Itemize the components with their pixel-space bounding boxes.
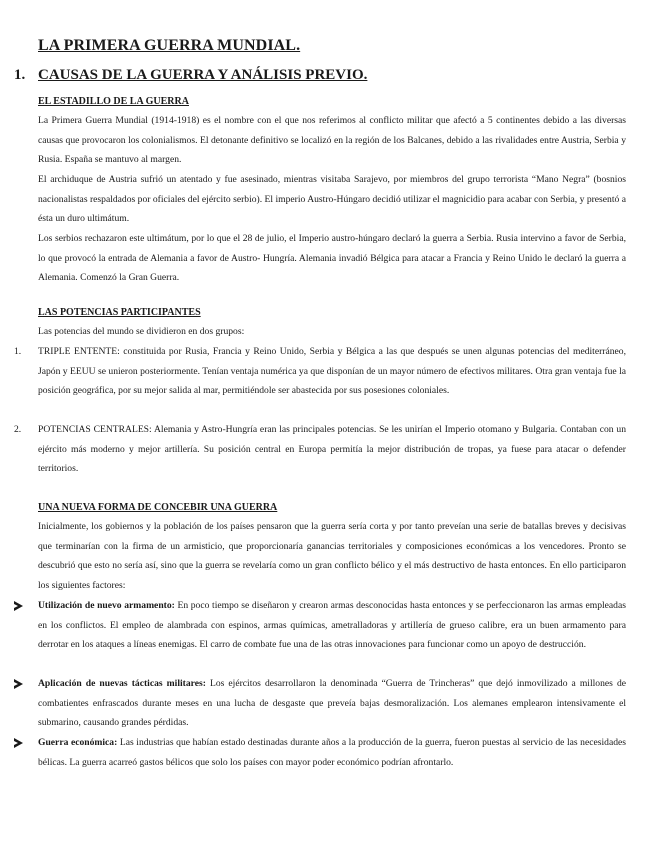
factor-label: Guerra económica: xyxy=(38,737,118,748)
nueva-forma-intro: Inicialmente, los gobiernos y la población de los países pensaron que la guerra sería corta y por tanto preveían una serie de batallas breves y decisivas que terminarían con la firma de un armisticio, que proporcionaría ganancias territoriales y composiciones económicas a los vencedores. Pronto se descubrió que esto no sería así, sino que la guerra se revelaría como un gran conflicto bélico y el más destructivo de hasta entonces. En ello participaron los siguientes factores: xyxy=(38,521,626,591)
nueva-forma-heading: UNA NUEVA FORMA DE CONCEBIR UNA GUERRA xyxy=(38,502,278,513)
section-heading xyxy=(14,67,367,84)
document-title: LA PRIMERA GUERRA MUNDIAL. xyxy=(38,37,301,54)
estallido-paragraph-3: Los serbios rechazaron este ultimátum, por lo que el 28 de julio, el Imperio austro-húngaro declaró la guerra a Serbia. Rusia intervino a favor de Serbia, lo que provocó la entrada de Alemania a favor de Austro- Hungría. Alemania invadió Bélgica para atacar a Francia y Reino Unido le declaró la guerra a Alemania. Comenzó la Gran Guerra. xyxy=(38,233,626,284)
section-number: 1. xyxy=(14,67,26,83)
list-number: 2. xyxy=(14,424,22,435)
list-item-text: TRIPLE ENTENTE: constituida por Rusia, Francia y Reino Unido, Serbia y Bélgica a las que después se unen algunas potencias del mediterráneo, Japón y EEUU se unieron posteriormente. Tenían ventaja numérica ya que disponían de un mayor número de efectivos militares. Otra gran ventaja fue la posición geográfica, por su mejor salida al mar, permitiéndole ser abastecida por sus posesiones coloniales. xyxy=(38,346,626,397)
factor-text: Las industrias que habían estado destinadas durante años a la producción de la guerra, fueron puestas al servicio de las necesidades bélicas. La guerra acarreó gastos bélicos que solo los países con mayor poder económico podrían afrontarlo. xyxy=(38,737,626,768)
list-item-text xyxy=(38,674,626,733)
factor-text: En poco tiempo se diseñaron y crearon armas desconocidas hasta entonces y se perfeccionaron las armas empleadas en los conflictos. El empleo de alambrada con espinos, armas químicas, ametralladoras y artillería de grueso calibre, era un buen armamento para derrotar en los ataques a líneas enemigas. El carro de combate fue una de las otras innovaciones para funcionar como un apoyo de destrucción. xyxy=(38,600,626,651)
estallido-heading: EL ESTADILLO DE LA GUERRA xyxy=(38,96,189,107)
factor-label: Aplicación de nuevas tácticas militares: xyxy=(38,678,206,689)
estallido-paragraph-2: El archiduque de Austria sufrió un atentado y fue asesinado, mientras visitaba Sarajevo, por miembros del grupo terrorista “Mano Negra” (bosnios nacionalistas respaldados por oficiales del ejército serbio). El imperio Austro-Húngaro decidió utilizar el magnicidio para acabar con Serbia, y presentó a ésta un duro ultimátum. xyxy=(38,174,626,225)
estallido-paragraph-1: La Primera Guerra Mundial (1914-1918) es el nombre con el que nos referimos al conflicto militar que afectó a 5 continentes debido a las diversas causas que provocaron los colonialismos. El detonante definitivo se localizó en la región de los Balcanes, debido a las rivalidades entre Austria, Serbia y Rusia. España se mantuvo al margen. xyxy=(38,115,626,166)
list-item-text xyxy=(38,596,626,655)
factor-label: Utilización de nuevo armamento: xyxy=(38,600,175,611)
potencias-heading: LAS POTENCIAS PARTICIPANTES xyxy=(38,307,201,318)
list-item-text xyxy=(38,733,626,772)
arrow-bullet-icon xyxy=(14,679,23,689)
factor-text: Los ejércitos desarrollaron la denominada “Guerra de Trincheras” que dejó inmovilizado a millones de combatientes enfrascados durante meses en una lucha de desgaste que preveía bajas desmoralización. Los alemanes emplearon intensivamente el submarino, causando grandes pérdidas. xyxy=(38,678,626,729)
list-number: 1. xyxy=(14,346,22,357)
potencias-intro: Las potencias del mundo se dividieron en dos grupos: xyxy=(38,326,245,337)
list-item-text: POTENCIAS CENTRALES: Alemania y Astro-Hungría eran las principales potencias. Se les unirían el Imperio otomano y Bulgaria. Contaban con un ejército más moderno y mejor artillería. Su posición central en Europa permitía la mejor distribución de tropas, ya fuese para atacar o defender territorios. xyxy=(38,424,626,475)
arrow-bullet-icon xyxy=(14,601,23,611)
section-title: CAUSAS DE LA GUERRA Y ANÁLISIS PREVIO. xyxy=(38,67,368,83)
arrow-bullet-icon xyxy=(14,738,23,748)
